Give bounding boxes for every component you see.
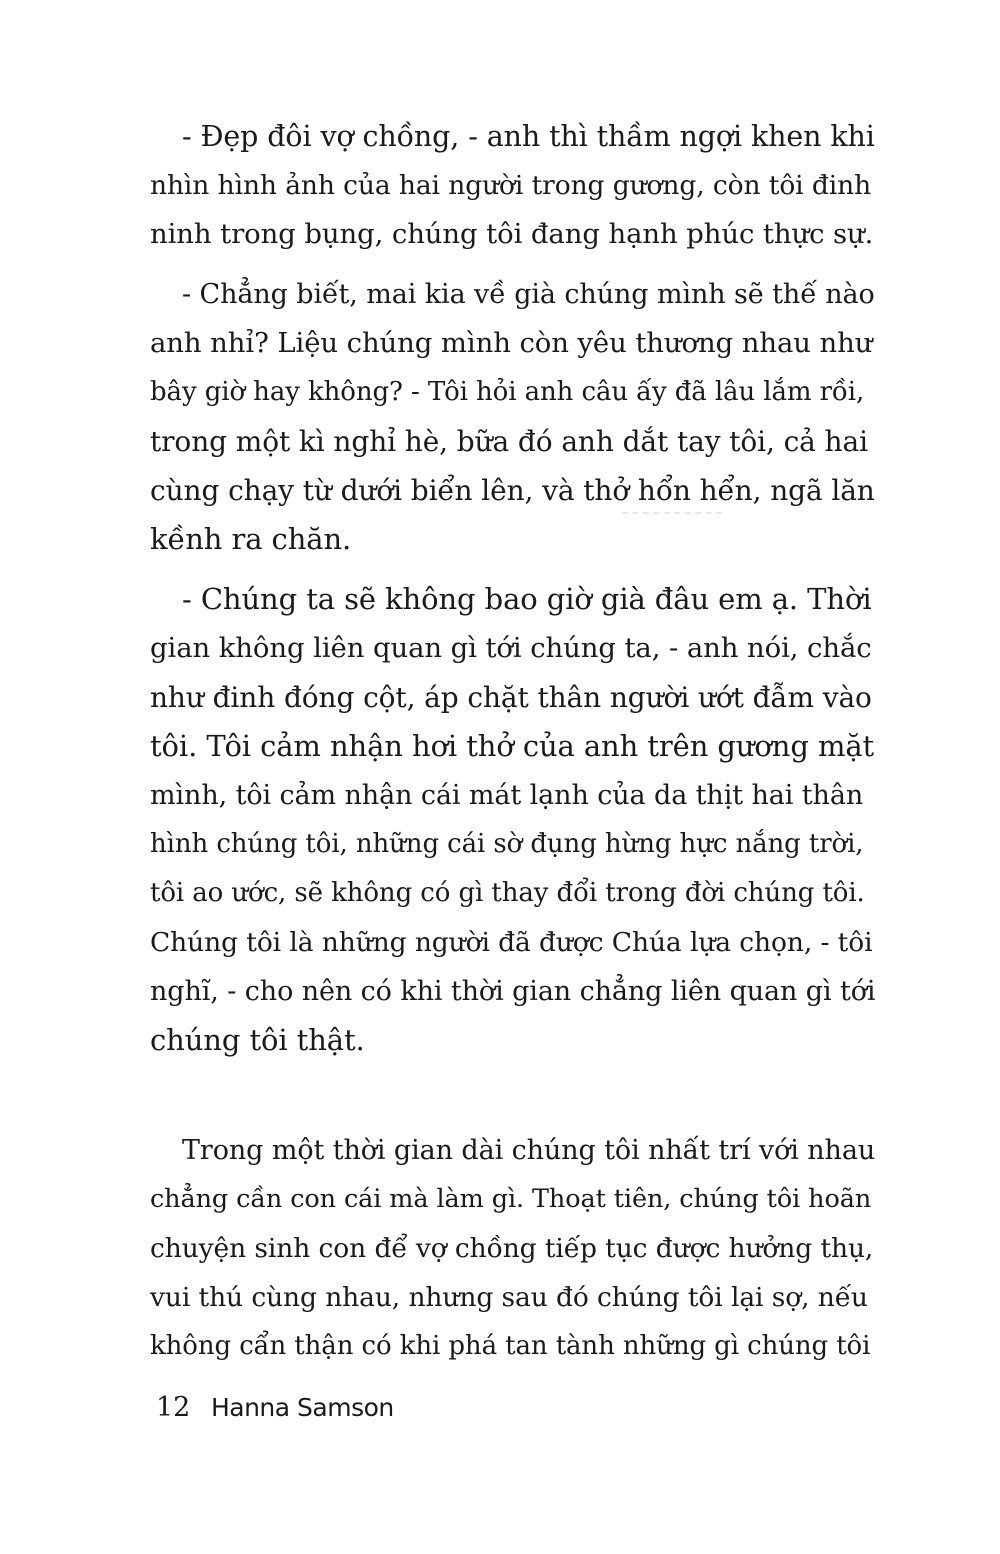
paragraph	[150, 575, 875, 1065]
text-line: cùng chạy từ dưới biển lên, và thở hổn hển, ngã lăn	[150, 474, 875, 507]
text-line: không cẩn thận có khi phá tan tành những gì chúng tôi	[150, 1331, 871, 1361]
text-line: tôi. Tôi cảm nhận hơi thở của anh trên gương mặt	[150, 729, 875, 763]
text-line: - Chúng ta sẽ không bao giờ già đâu em ạ. Thời	[182, 582, 872, 616]
page-footer	[156, 1388, 394, 1428]
text-line: - Chẳng biết, mai kia về già chúng mình sẽ thế nào	[182, 279, 875, 310]
body-text	[150, 112, 875, 1371]
text-line: nghĩ, - cho nên có khi thời gian chẳng liên quan gì tới	[150, 976, 876, 1007]
text-line: hình chúng tôi, những cái sờ đụng hừng hực nắng trời,	[150, 829, 864, 859]
text-line: Chúng tôi là những người đã được Chúa lựa chọn, - tôi	[150, 927, 873, 958]
paragraph-spacer	[150, 564, 875, 575]
text-line: gian không liên quan gì tới chúng ta, - anh nói, chắc	[150, 632, 872, 664]
text-line: anh nhỉ? Liệu chúng mình còn yêu thương nhau như	[150, 327, 873, 359]
paragraph	[150, 112, 875, 259]
text-line: kềnh ra chăn.	[150, 522, 352, 556]
text-line: chẳng cần con cái mà làm gì. Thoạt tiên, chúng tôi hoãn	[150, 1184, 872, 1214]
text-line: như đinh đóng cột, áp chặt thân người ướt đẫm vào	[150, 681, 872, 714]
text-line: chúng tôi thật.	[150, 1023, 365, 1057]
text-line: vui thú cùng nhau, nhưng sau đó chúng tôi lại sợ, nếu	[150, 1282, 868, 1313]
footer-author: Hanna Samson	[210, 1393, 394, 1422]
text-line: bây giờ hay không? - Tôi hỏi anh câu ấy đã lâu lắm rồi,	[150, 377, 865, 407]
text-line: mình, tôi cảm nhận cái mát lạnh của da thịt hai thân	[150, 780, 864, 811]
page-number: 12	[156, 1392, 191, 1423]
paragraph	[150, 270, 875, 564]
text-line: - Đẹp đôi vợ chồng, - anh thì thầm ngợi khen khi	[182, 120, 875, 153]
paragraph-spacer	[150, 259, 875, 270]
text-line: ninh trong bụng, chúng tôi đang hạnh phúc thực sự.	[150, 218, 874, 250]
section-break	[150, 1065, 875, 1126]
scan-speck	[622, 512, 722, 520]
text-line: tôi ao ước, sẽ không có gì thay đổi trong đời chúng tôi.	[150, 878, 865, 908]
text-line: chuyện sinh con để vợ chồng tiếp tục được hưởng thụ,	[150, 1233, 874, 1264]
paragraph	[150, 1126, 875, 1371]
text-line: Trong một thời gian dài chúng tôi nhất trí với nhau	[182, 1135, 876, 1166]
text-line: trong một kì nghỉ hè, bữa đó anh dắt tay tôi, cả hai	[150, 425, 868, 458]
text-line: nhìn hình ảnh của hai người trong gương, còn tôi đinh	[150, 170, 872, 201]
